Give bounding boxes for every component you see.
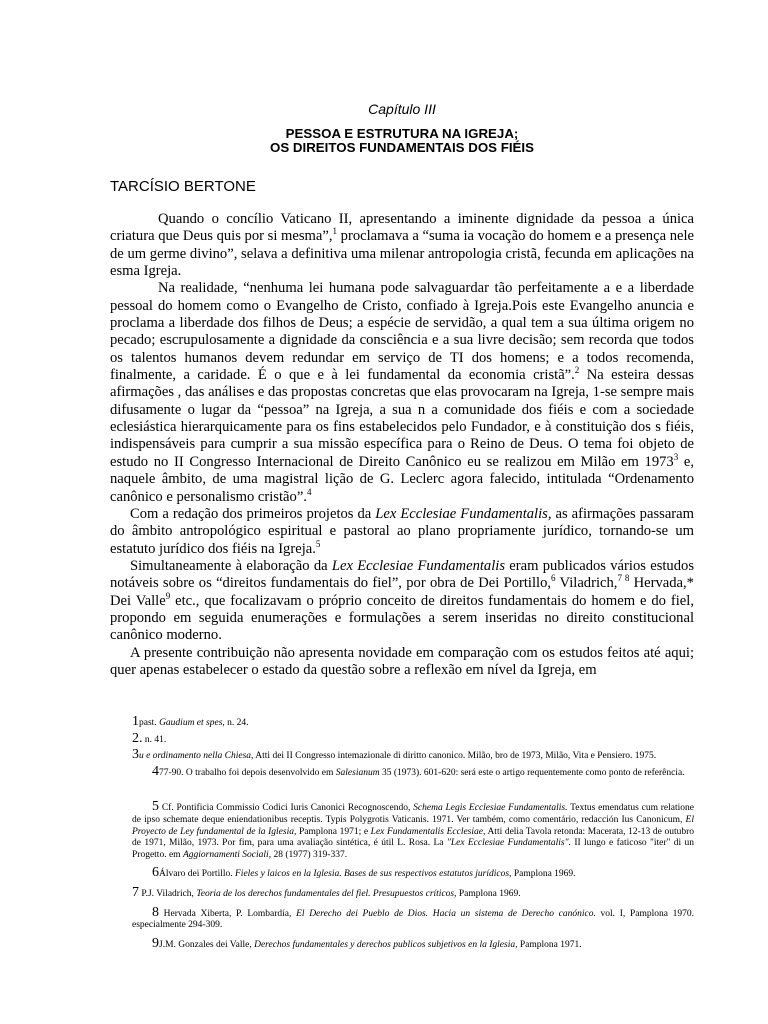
text-run: Hervada Xiberta, P. Lombardía, <box>159 908 297 919</box>
footnote <box>132 730 694 747</box>
paragraph <box>110 211 694 280</box>
italic-title: u e ordinamento nella Chiesa, <box>139 751 254 762</box>
footnote-number: 8 <box>152 904 159 920</box>
text-run: past. <box>139 718 160 728</box>
footnote-ref: 3 <box>673 451 679 462</box>
footnote-number: 7 <box>132 884 139 900</box>
paragraph <box>110 558 694 645</box>
footnotes <box>132 716 694 957</box>
footnote-number: 6 <box>152 865 159 881</box>
italic-title: Salesianum <box>335 767 380 778</box>
text-run: Quando o concílio Vaticano II, apresentando a iminente dignidade da pessoa a única criatura que Deus quis por si mesma”, <box>110 211 694 245</box>
text-run: Pamplona 1969. <box>511 869 576 880</box>
footnote-ref: 2 <box>574 365 580 376</box>
paragraph <box>110 506 694 558</box>
footnote <box>132 801 694 861</box>
text-run: n. 41. <box>142 734 167 745</box>
text-run: J.M. Gonzales dei Valle, <box>159 939 255 950</box>
text-run: II lungo e faticoso "iter" di un Progetto. em <box>132 838 694 860</box>
italic-title: Teoria de los derechos fundamentales del fiel. Presupuestos críticos, <box>196 888 457 899</box>
text-run: Pamplona 1971. <box>517 939 582 950</box>
text-run: Hervada,* Dei Valle <box>110 575 694 609</box>
italic-title: El Derecho dei Pueblo de Dios. Hacia un sistema de Derecho canónico. <box>296 908 596 919</box>
chapter-title-line-2: OS DIREITOS FUNDAMENTAIS DOS FIÉIS <box>270 140 534 155</box>
author-name: TARCÍSIO BERTONE <box>110 178 256 195</box>
footnote <box>132 935 694 952</box>
text-run: as afirmações passaram do âmbito antropológico espiritual e pastoral ao plano propriamente jurídico, tornando-se um estatuto jurídico dos fiéis na Igreja. <box>110 505 694 557</box>
italic-title: "Lex Ecclesiae Fundamentalis". <box>446 838 571 849</box>
footnote-ref: 9 <box>165 590 171 601</box>
text-run: Pamplona 1971; e <box>296 826 371 837</box>
text-run: Viladrich, <box>555 575 618 592</box>
footnote-number: 5 <box>152 799 159 815</box>
footnote-number: 4 <box>152 763 159 779</box>
footnote <box>132 884 694 901</box>
text-run: Atti dei II Congresso intemazionale di diritto canonico. Milão, bro de 1973, Milão, Vita e Pensiero. 1975. <box>253 751 657 762</box>
paragraph <box>110 280 694 505</box>
text-run: Na realidade, “nenhuma lei humana pode salvaguardar tão perfeitamente a e a liberdade pessoal do homem como o Evangelho de Cristo, confiado à Igreja.Pois este Evangelho anuncia e proclama a liberdade dos filhos de Deus; a espécie de servidão, a qual tem a sua última origem no pecado; escrupulosamente a dignidade da consciência e a sua livre decisão; sem recorda que todos os talentos humanos devem redundar em serviço de <box>110 280 694 366</box>
text-run: Simultaneamente à elaboração da <box>130 557 332 574</box>
footnote-ref: 7 8 <box>617 573 630 584</box>
italic-title: Lex Ecclesiae Fundamentalis, <box>375 505 552 522</box>
text-run: Textus emendatus cum relatione de ipso schemate deque eniendationibus receptis. Typis Polygrotis Vaticanis. 1971. Ver também, como comentário, redacción Ius Canonicum, <box>132 803 694 825</box>
text-run: Atti delia Tavola retonda: Macerata, 12-13 de outubro de 1971, Milão, 1973. Por fim, para uma avaliação sintética, é útil L. Rosa. La <box>132 826 695 849</box>
text-run: e, naquele âmbito, de uma magistral lição de G. Leclerc agora falecido, intitulada “Ordenamento canônico e personalismo cristão”. <box>110 453 695 505</box>
chapter-title <box>110 127 694 155</box>
footnote-ref: 5 <box>315 538 321 549</box>
text-run: 35 (1973). 601-620: será este o artigo requentemente como ponto de referência. <box>379 767 685 778</box>
footnote <box>132 904 694 932</box>
footnote-gap <box>132 785 694 801</box>
italic-title: Lex Ecclesiae Fundamentalis <box>331 557 506 574</box>
footnote <box>132 867 694 881</box>
footnote-number: 2. <box>132 730 143 746</box>
italic-title: El Proyecto de Ley fundamental de la Iglesia, <box>132 814 694 837</box>
text-run: Pamplona 1969. <box>456 888 521 899</box>
text-run: eram publicados vários estudos notáveis sobre os “direitos fundamentais do fiel”, por obra de Dei Portillo, <box>110 557 694 592</box>
footnote-number: 1 <box>132 714 139 729</box>
italic-title: Derechos fundamentales y derechos publicos subjetivos en la Iglesia, <box>254 939 518 950</box>
text-run: vol. I, Pamplona 1970. especialmente 294-309. <box>132 908 694 931</box>
text-run: Cf. Pontificia Commissio Codici Iuris Canonici Recognoscendo, <box>159 803 414 814</box>
text-run: Na esteira dessas afirmações , das análises e das propostas concretas que elas provocaram na Igreja, 1-se sempre mais difusamente o lugar da “pessoa” na Igreja, a sua n a comunidade dos fiéis e com a sociedade eclesiástica hierarquicamente para os fins estabelecidos pelo Fundador, e à constituição dos s fiéis, indispensáveis para cumprir a sua missão específica para o Reino de Deus. O tema foi objeto de estudo no II Congresso Internacional de Direito Canônico eu se realizou em Milão em 1973 <box>110 367 694 470</box>
italic-title: Lex Fundamentalis Ecclesiae, <box>370 826 486 837</box>
chapter-title-line-1: PESSOA E ESTRUTURA NA IGREJA; <box>285 126 519 141</box>
text-run: 28 (1977) 319-337. <box>271 849 348 860</box>
paragraph: A presente contribuição não apresenta novidade em comparação com os estudos feitos até aqui; quer apenas estabelecer o estado da questão sobre a reflexão em nível da Igreja, em <box>110 644 694 678</box>
italic-title: Gaudium et spes, <box>159 718 225 728</box>
footnote <box>132 763 694 780</box>
text-run: dos homens; e a todos recomenda, finalmente, a caridade. É o que e à lei fundamental da economia cristã”. <box>110 349 694 384</box>
text-run: TI <box>449 349 464 366</box>
footnote-ref: 4 <box>306 486 312 497</box>
text-run: etc., que focalizavam o próprio conceito de direitos fundamentais do homem e do fiel, propondo em seguida enumerações e formulações a serem inseridas no direito constitucional canônico moderno. <box>110 592 694 644</box>
italic-title: Fieles y laicos en la Iglesia. Bases de sus respectivos estatutos jurídicos, <box>235 869 512 880</box>
footnote-ref: 1 <box>332 226 338 237</box>
text-run: proclamava a “suma ia vocação do homem e a presença nele de um germe divino”, selava a definitiva uma milenar antropologia cristã, fecunda em aplicações na esma Igreja. <box>110 228 694 280</box>
footnote-number: 9 <box>152 935 159 951</box>
text-run: n. 24. <box>224 718 249 728</box>
text-run: Com a redação dos primeiros projetos da <box>130 505 376 522</box>
text-run: Álvaro dei Portillo. <box>159 869 235 880</box>
chapter-heading: Capítulo III <box>368 101 436 117</box>
footnote <box>132 716 694 730</box>
footnote-number: 3 <box>132 747 139 763</box>
text-run: P.J. Viladrich, <box>139 888 197 899</box>
italic-title: Schema Legis Ecclesiae Fundamentalis. <box>413 803 568 814</box>
text-run: 77-90. O trabalho foi depois desenvolvido em <box>159 767 336 778</box>
footnote <box>132 749 694 763</box>
italic-title: Aggiornamenti Sociali, <box>182 849 272 860</box>
body-text <box>110 211 694 679</box>
footnote-ref: 6 <box>551 573 556 584</box>
